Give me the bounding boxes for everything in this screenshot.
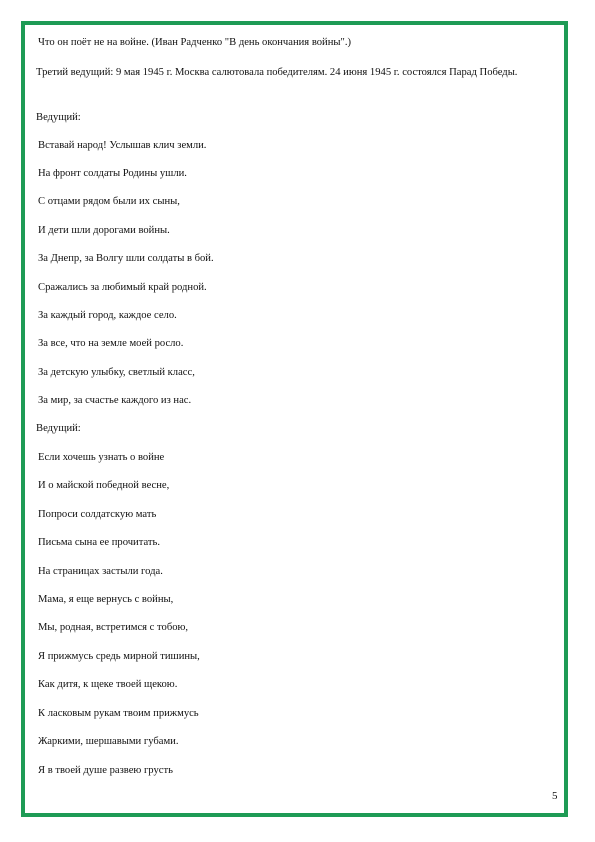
poem-line: За детскую улыбку, светлый класс, [38, 367, 195, 378]
header-line: Что он поёт не на войне. (Иван Радченко "В день окончания войны".) [38, 37, 352, 48]
poem-line: За Днепр, за Волгу шли солдаты в бой. [38, 253, 214, 264]
poem-line: К ласковым рукам твоим прижмусь [38, 708, 199, 719]
poem-line: Мама, я еще вернусь с войны, [38, 594, 174, 605]
poem-line: За каждый город, каждое село. [38, 310, 177, 321]
poem-line: С отцами рядом были их сыны, [38, 196, 180, 207]
poem-line: Попроси солдатскую мать [38, 509, 157, 520]
poem-line: И о майской победной весне, [38, 480, 170, 491]
poem-line: Я в твоей душе развею грусть [38, 765, 173, 776]
poem-line: Сражались за любимый край родной. [38, 282, 207, 293]
poem-line: Вставай народ! Услышав клич земли. [38, 140, 207, 151]
poem-line: Мы, родная, встретимся с тобою, [38, 622, 189, 633]
page-number: 5 [552, 790, 558, 802]
poem-line: Я прижмусь средь мирной тишины, [38, 651, 200, 662]
poem-line: За мир, за счастье каждого из нас. [38, 395, 192, 406]
poem-line: За все, что на земле моей росло. [38, 338, 184, 349]
poem-line: Если хочешь узнать о войне [38, 452, 165, 463]
intro-paragraph: Третий ведущий: 9 мая 1945 г. Москва салютовала победителям. 24 июня 1945 г. состоялся Парад Победы. [36, 67, 518, 78]
poem-line: Жаркими, шершавыми губами. [38, 736, 179, 747]
speaker-label-2: Ведущий: [36, 423, 81, 434]
poem-line: И дети шли дорогами войны. [38, 225, 170, 236]
speaker-label-1: Ведущий: [36, 112, 81, 123]
poem-line: Как дитя, к щеке твоей щекою. [38, 679, 178, 690]
poem-line: На страницах застыли года. [38, 566, 163, 577]
poem-line: Письма сына ее прочитать. [38, 537, 161, 548]
poem-line: На фронт солдаты Родины ушли. [38, 168, 187, 179]
